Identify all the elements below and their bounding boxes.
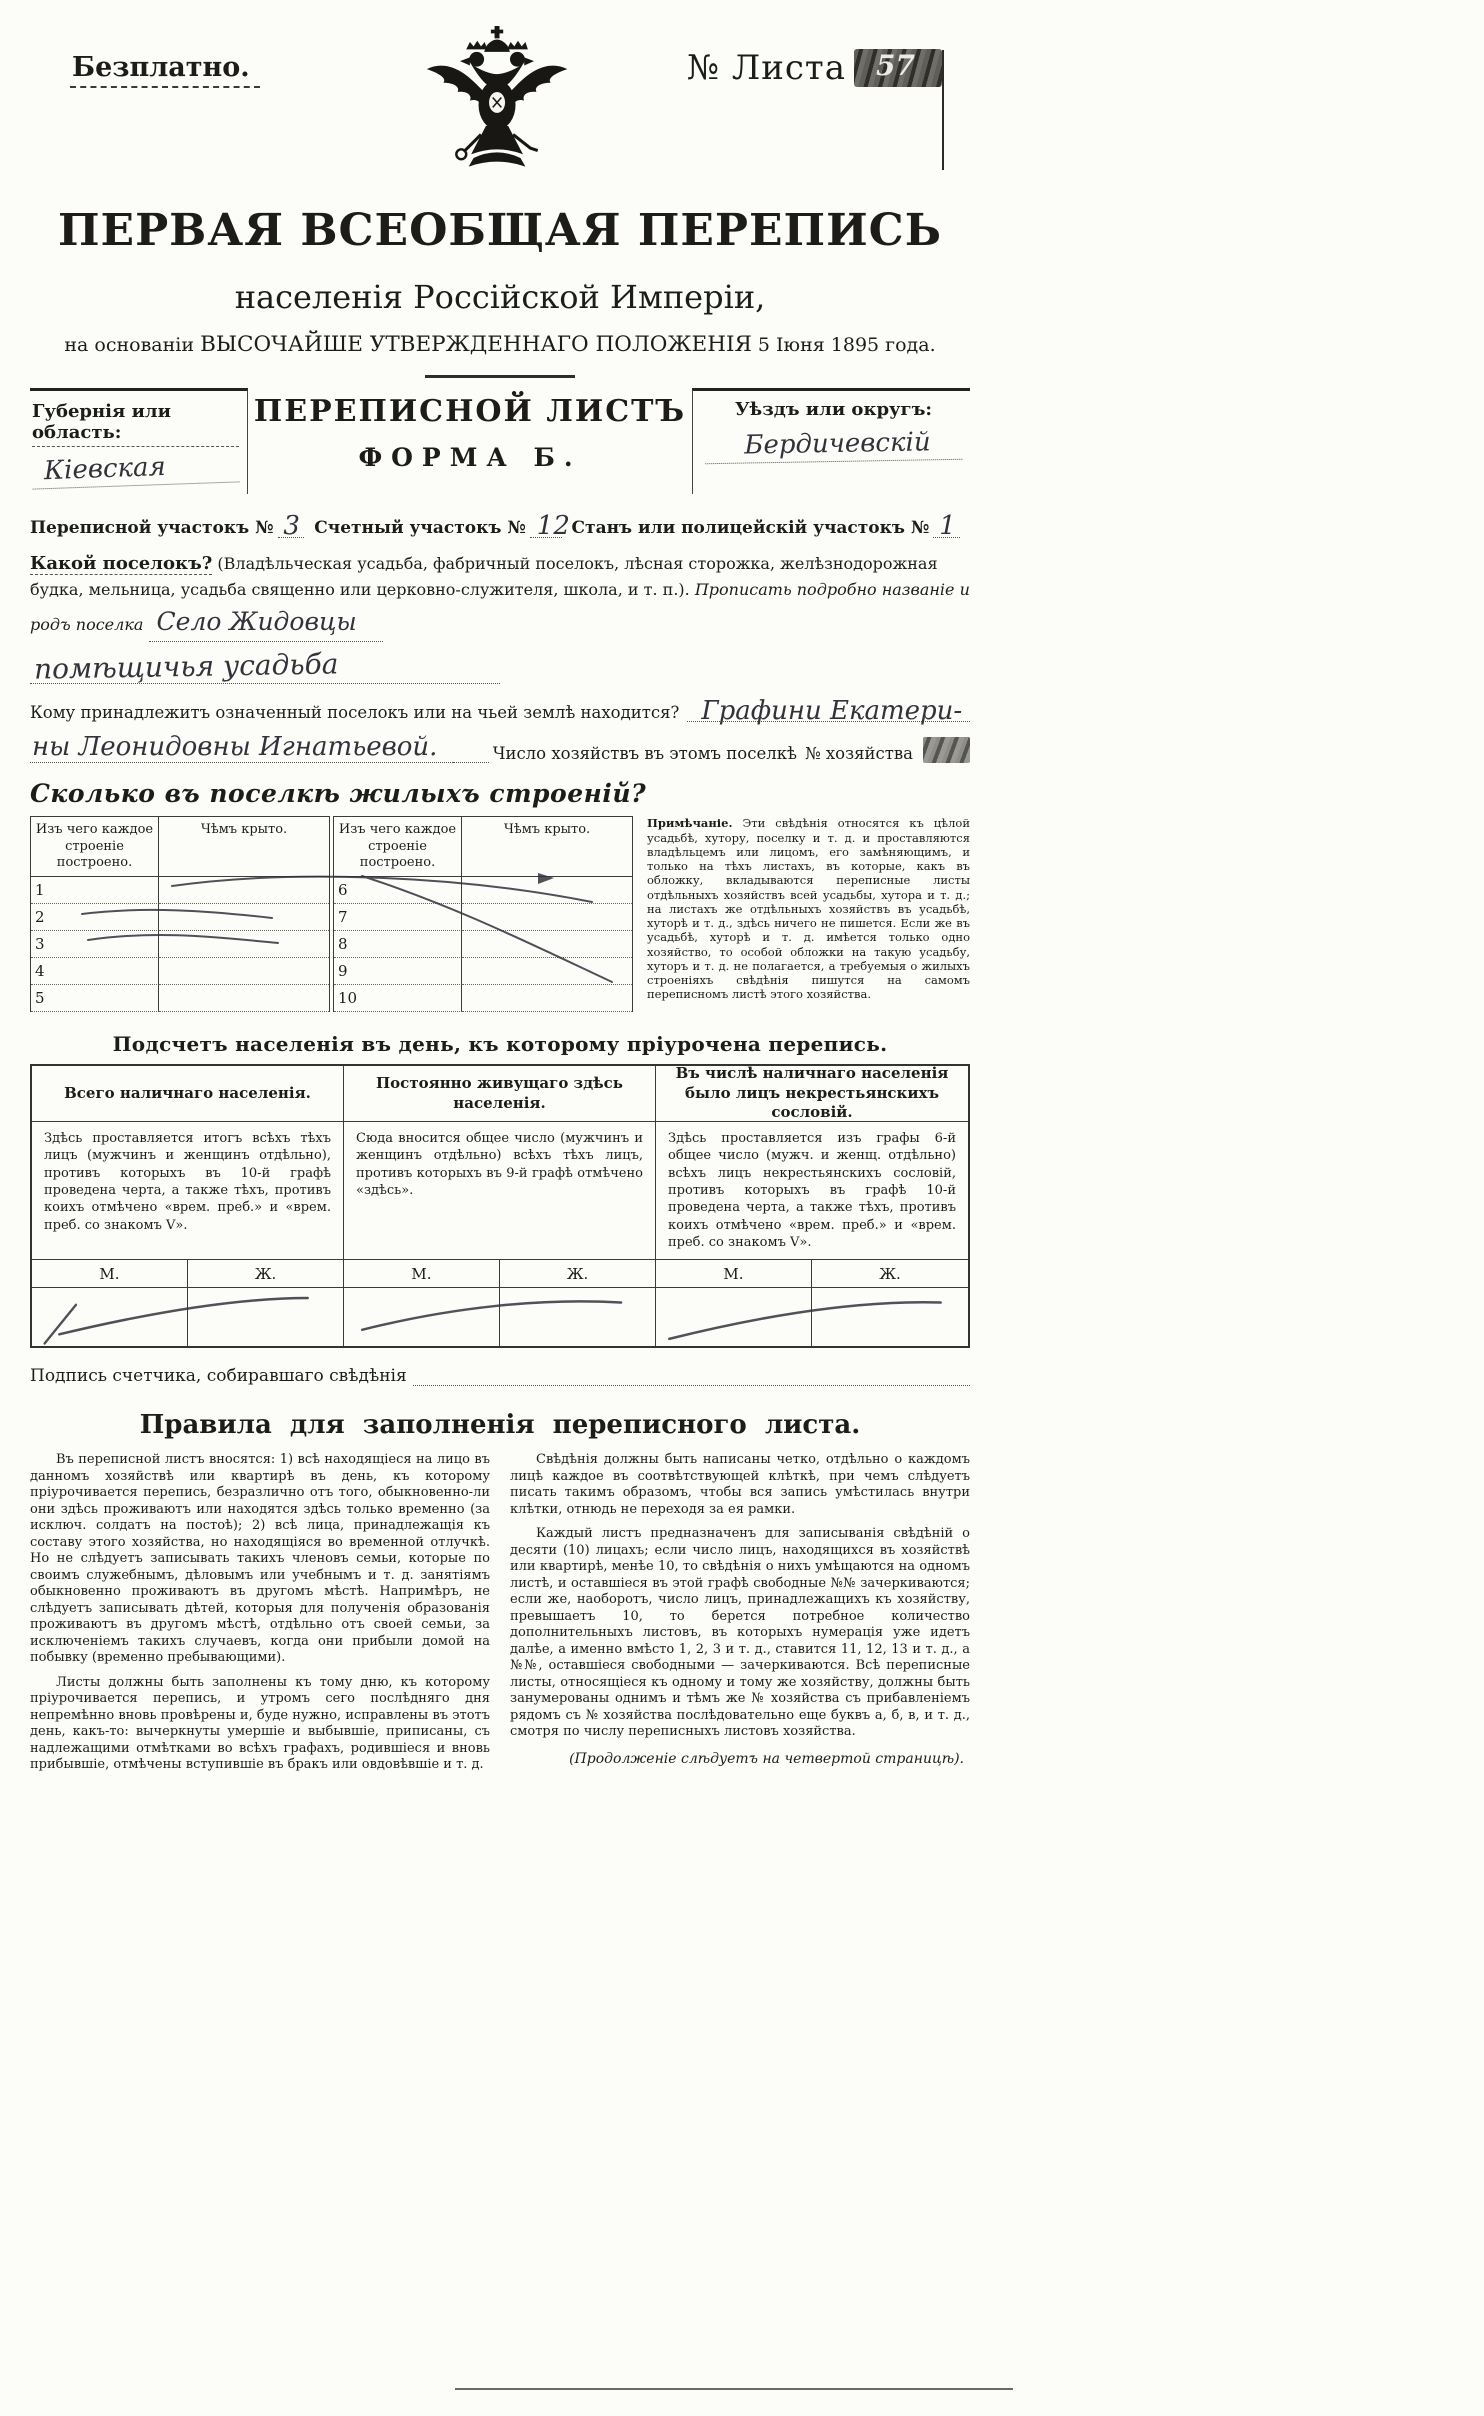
permanent-population-header: Постоянно живущаго здѣсь населенія.: [344, 1066, 656, 1122]
owner-question: Кому принадлежитъ означенный поселокъ или на чьей землѣ находится?: [30, 703, 680, 723]
building-row-roof-cell: [159, 931, 329, 958]
rules-columns: [30, 1452, 970, 1782]
basis-line: [30, 332, 970, 357]
stan-precinct-fill: [933, 511, 960, 541]
building-row-number: 1: [31, 877, 159, 904]
signature-fill: [413, 1366, 970, 1386]
buildings-table-left: [30, 816, 330, 1012]
building-row: [31, 985, 329, 1012]
basis-suffix: 5 Іюня 1895 года.: [757, 334, 936, 356]
rules-paragraph: Въ переписной листъ вносятся: 1) всѣ находящіеся на лицо въ данномъ хозяйствѣ или квартирѣ въ день, къ которому пріурочивается перепись, безразлично отъ того, обыкновенно-ли они здѣсь проживаютъ или находятся здѣсь только временно (за исключ. солдатъ на постоѣ); 2) всѣ лица, принадлежащія къ составу этого хозяйства, но находящіяся во временной отлучкѣ. Но не слѣдуетъ записывать такихъ членовъ семьи, которые по своимъ служебнымъ, дѣловымъ или учебнымъ и т. д. занятіямъ обыкновенно проживаютъ въ другомъ мѣстѣ. Напримѣръ, не слѣдуетъ записывать дѣтей, которыя для полученія образованія проживаютъ въ другомъ мѣстѣ, отдѣльно отъ своей семьи, за исключеніемъ такихъ случаевъ, когда они прибыли домой на побывку (временно пребывающими).: [30, 1452, 490, 1666]
count-value-cell: [500, 1288, 656, 1346]
uezd-value-handwritten: Бердичевскій: [705, 427, 963, 464]
census-precinct-label: Переписной участокъ №: [30, 518, 274, 538]
note-text: Эти свѣдѣнія относятся къ цѣлой усадьбѣ, хутору, поселку и т. д. и проставляются владѣльцемъ или лицомъ, его замѣняющимъ, и только на тѣхъ листахъ, въ которые, какъ въ обложку, вкладываются переписные листы отдѣльныхъ хозяйствъ всей усадьбы, хутора и т. д.; на листахъ же отдѣльныхъ хозяйствъ въ усадьбѣ, хуторѣ и т. д., здѣсь ничего не пишется. Если же въ усадьбѣ, хуторѣ и т. д. имѣется только одно хозяйство, то особой обложки на такую усадьбу, хуторъ и т. д. не полагается, а требуемыя о жилыхъ строеніяхъ свѣдѣнія пишутся на самомъ переписномъ листѣ этого хозяйства.: [647, 816, 970, 1002]
settlement-hint: (Владѣльческая усадьба, фабричный поселокъ, лѣсная сторожка, желѣзнодорожная будка, мельница, усадьба священно или церковно-служителя, школа, и т. п.).: [30, 554, 938, 599]
rules-right-column: [510, 1452, 970, 1782]
population-caption: Подсчетъ населенія въ день, къ которому пріурочена перепись.: [112, 1032, 888, 1057]
building-row: [334, 985, 632, 1012]
basis-prefix: на основаніи: [64, 334, 195, 356]
building-row-roof-cell: [159, 904, 329, 931]
form-title: ПЕРЕПИСНОЙ ЛИСТЪ: [253, 394, 687, 429]
households-line: [30, 732, 970, 763]
total-population-explanation: Здѣсь проставляется итогъ всѣхъ тѣхъ лицъ (мужчинъ и женщинъ отдѣльно), противъ которыхъ въ 10-й графѣ проведена черта, а также тѣхъ, противъ коихъ отмѣчено «врем. преб.» и «врем. преб. со знакомъ V».: [32, 1122, 344, 1260]
male-column-header: М.: [656, 1260, 812, 1288]
owner-value-line2-handwritten: ны Леонидовны Игнатьевой.: [30, 732, 453, 763]
imperial-eagle-emblem: [423, 24, 571, 196]
stan-precinct-label: Станъ или полицейскій участокъ №: [571, 518, 930, 538]
free-of-charge-label: Безплатно.: [70, 52, 260, 88]
sheet-number-smudge: [854, 49, 942, 87]
settlement-paragraph: [30, 550, 970, 642]
rules-paragraph: Листы должны быть заполнены къ тому дню, къ которому пріурочивается перепись, и утромъ сего послѣдняго дня непремѣнно вновь провѣрены и, буде нужно, исправлены въ этотъ день, какъ-то: вычеркнуты умершіе и выбывшіе, приписаны, съ надлежащими отмѣтками во всѣхъ графахъ, родившіеся и вновь прибывшіе, отмѣчены вступившіе въ бракъ или овдовѣвшіе и т. д.: [30, 1674, 490, 1773]
sheet-number-label: № Листа: [686, 48, 846, 88]
population-table-wrap: [30, 1064, 970, 1348]
material-column-header: Изъ чего каждое строеніе построено.: [31, 817, 159, 876]
building-row-roof-cell: [462, 958, 632, 985]
counting-precinct-label: Счетный участокъ №: [314, 518, 526, 538]
building-row-number: 10: [334, 985, 462, 1012]
note-label: Примѣчаніе.: [647, 816, 733, 831]
male-column-header: М.: [32, 1260, 188, 1288]
gubernia-label: Губернія или область:: [32, 401, 239, 447]
main-title: ПЕРВАЯ ВСЕОБЩАЯ ПЕРЕПИСЬ: [58, 205, 942, 256]
counting-precinct-fill: [530, 511, 570, 541]
gubernia-value-handwritten: Кіевская: [31, 449, 239, 489]
female-column-header: Ж.: [188, 1260, 344, 1288]
form-header: [30, 388, 970, 494]
building-row: [31, 958, 329, 985]
material-column-header: Изъ чего каждое строеніе построено.: [334, 817, 462, 876]
page-content: [30, 0, 970, 1782]
building-row-number: 2: [31, 904, 159, 931]
counting-precinct-value: 12: [536, 511, 570, 541]
page-top-row: [30, 40, 970, 205]
uezd-box: [692, 388, 970, 494]
buildings-table-header: [334, 817, 632, 877]
households-count-label: Число хозяйствъ въ этомъ поселкѣ: [492, 744, 797, 764]
building-row-number: 8: [334, 931, 462, 958]
buildings-section-title: Сколько въ поселкѣ жилыхъ строеній?: [30, 779, 647, 809]
settlement-type-line: [30, 647, 500, 687]
building-row-number: 4: [31, 958, 159, 985]
roof-column-header: Чѣмъ крыто.: [503, 822, 591, 838]
buildings-table-header: [31, 817, 329, 877]
settlement-instruction: Прописать подробно названіе и родъ поселка: [30, 579, 970, 634]
building-row-roof-cell: [462, 931, 632, 958]
subtitle: населенія Россійской Имперіи,: [234, 278, 766, 316]
count-value-cell: [656, 1288, 812, 1346]
building-row-roof-cell: [462, 877, 632, 904]
census-precinct-fill: [278, 511, 305, 541]
building-row-roof-cell: [159, 877, 329, 904]
settlement-question: Какой поселокъ?: [30, 553, 213, 574]
enumerator-signature-label: Подпись счетчика, собиравшаго свѣдѣнія: [30, 1366, 407, 1387]
settlement-type-handwritten: помѣщичья усадьба: [33, 647, 339, 687]
page-edge-line-vertical: [942, 50, 944, 170]
buildings-section: [30, 816, 970, 1012]
gubernia-box: [30, 388, 248, 494]
owner-question-line: [30, 696, 970, 727]
count-value-cell: [812, 1288, 968, 1346]
count-value-cell: [32, 1288, 188, 1346]
nonpeasant-population-header: Въ числѣ наличнаго населенія было лицъ некрестьянскихъ сословій.: [656, 1066, 968, 1122]
uezd-label: Уѣздъ или округъ:: [734, 399, 933, 420]
roof-column-header: Чѣмъ крыто.: [200, 822, 288, 838]
building-row: [334, 931, 632, 958]
building-row: [334, 904, 632, 931]
rules-left-column: [30, 1452, 490, 1782]
male-column-header: М.: [344, 1260, 500, 1288]
building-row-number: 7: [334, 904, 462, 931]
total-population-header: Всего наличнаго населенія.: [32, 1066, 344, 1122]
building-row: [334, 877, 632, 904]
sheet-number-value: 57: [876, 49, 915, 82]
buildings-note: [647, 816, 970, 1012]
basis-caps: ВЫСОЧАЙШЕ УТВЕРЖДЕННАГО ПОЛОЖЕНІЯ: [200, 332, 752, 357]
sheet-number-block: [687, 48, 942, 88]
form-title-block: [248, 388, 692, 494]
owner-fill: [687, 696, 970, 727]
building-row-roof-cell: [159, 958, 329, 985]
female-column-header: Ж.: [500, 1260, 656, 1288]
divider-rule: [425, 375, 575, 378]
building-row: [31, 877, 329, 904]
continuation-note: (Продолженіе слѣдуетъ на четвертой страницѣ).: [569, 1750, 964, 1767]
building-row-roof-cell: [159, 985, 329, 1012]
census-precinct-value: 3: [283, 511, 300, 541]
page-edge-line-bottom: [455, 2388, 1013, 2390]
settlement-name-handwritten: Село Жидовцы: [149, 603, 383, 643]
form-subtitle: ФОРМА Б.: [358, 443, 582, 472]
building-row-number: 3: [31, 931, 159, 958]
buildings-table-right: [333, 816, 633, 1012]
building-row-number: 5: [31, 985, 159, 1012]
nonpeasant-population-explanation: Здѣсь проставляется изъ графы 6-й общее число (мужч. и женщ. отдѣльно) всѣхъ лицъ некрестьянскихъ сословій, противъ которыхъ въ графѣ 10-й проведена черта, а также тѣхъ, противъ коихъ отмѣчено «врем. преб.» и «врем. преб. со знакомъ V».: [656, 1122, 968, 1260]
building-row: [334, 958, 632, 985]
count-value-cell: [344, 1288, 500, 1346]
enumerator-signature-line: [30, 1366, 970, 1386]
precincts-line: [30, 511, 970, 541]
double-headed-eagle-icon: [423, 24, 571, 192]
building-row: [31, 904, 329, 931]
rules-paragraph: Свѣдѣнія должны быть написаны четко, отдѣльно о каждомъ лицѣ каждое въ соотвѣтствующей клѣткѣ, при чемъ слѣдуетъ писать такимъ образомъ, чтобы вся запись умѣстилась внутри клѣтки, отнюдь не переходя за ея рамки.: [510, 1452, 970, 1517]
population-table: [30, 1064, 970, 1348]
building-row-roof-cell: [462, 904, 632, 931]
count-value-cell: [188, 1288, 344, 1346]
permanent-population-explanation: Сюда вносится общее число (мужчинъ и женщинъ отдѣльно) всѣхъ тѣхъ лицъ, противъ которыхъ въ 9-й графѣ отмѣчено «здѣсь».: [344, 1122, 656, 1260]
rules-paragraph: Каждый листъ предназначенъ для записыванія свѣдѣній о десяти (10) лицахъ; если число лицъ, находящихся въ хозяйствѣ или квартирѣ, менѣе 10, то свѣдѣнія о нихъ умѣщаются на одномъ листѣ, и оставшіеся въ этой графѣ свободные №№ зачеркиваются; если же, наоборотъ, число лицъ, принадлежащихъ къ хозяйству, превышаетъ 10, то берется потребное количество дополнительныхъ листовъ, въ которыхъ нумерація уже идетъ далѣе, а именно вмѣсто 1, 2, 3 и т. д., ставится 11, 12, 13 и т. д., а №№, оставшіеся свободными — зачеркиваются. Всѣ переписные листы, относящіеся къ одному и тому же хозяйству, должны быть занумерованы однимъ и тѣмъ же № хозяйства съ прибавленіемъ рядомъ съ № хозяйства послѣдовательно еще буквъ а, б, в, и т. д., смотря по числу переписныхъ листовъ хозяйства.: [510, 1526, 970, 1740]
rules-title: Правила для заполненія переписного листа.: [139, 1410, 861, 1441]
building-row-roof-cell: [462, 985, 632, 1012]
owner-value-line1-handwritten: Графини Екатери-: [701, 696, 963, 727]
building-row-number: 9: [334, 958, 462, 985]
building-row-number: 6: [334, 877, 462, 904]
female-column-header: Ж.: [812, 1260, 968, 1288]
dotted-fill: [453, 743, 488, 763]
building-row: [31, 931, 329, 958]
household-number-label: № хозяйства: [804, 744, 913, 764]
stan-precinct-value: 1: [939, 511, 956, 541]
household-number-smudge: [923, 737, 970, 763]
